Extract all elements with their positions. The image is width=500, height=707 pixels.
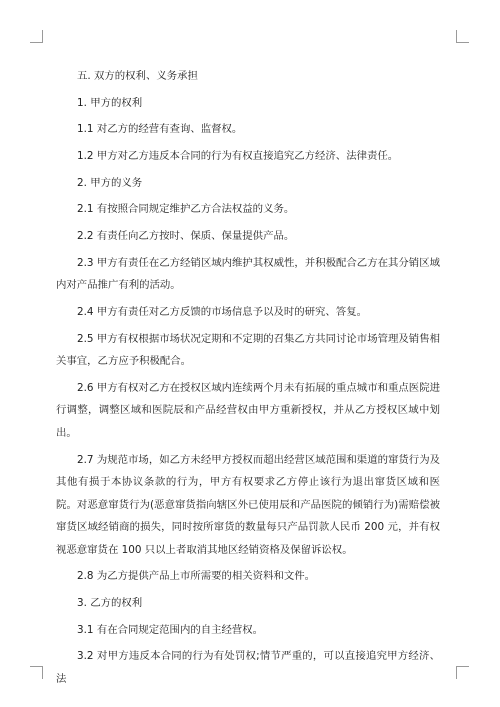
subsection-heading-party-b-rights: 3. 乙方的权利 (77, 596, 143, 609)
clause-2-5: 2.5 甲方有权根据市场状况定期和不定期的召集乙方共同讨论市场管理及销售相关事宜，乙方应予积极配合。 (56, 332, 440, 368)
clause-1-2: 1.2 甲方对乙方违反本合同的行为有权直接追究乙方经济、法律责任。 (77, 150, 399, 163)
crop-mark-bottom-left (30, 666, 43, 679)
clause-2-8: 2.8 为乙方提供产品上市所需要的相关资料和文件。 (77, 570, 316, 583)
crop-mark-top-right (456, 30, 469, 43)
crop-mark-bottom-right (456, 666, 469, 679)
clause-2-3: 2.3 甲方有责任在乙方经销区域内维护其权威性，并积极配合乙方在其分销区域内对产品推广有利的活动。 (56, 256, 440, 292)
clause-2-2: 2.2 有责任向乙方按时、保质、保量提供产品。 (77, 230, 295, 243)
clause-2-6: 2.6 甲方有权对乙方在授权区域内连续两个月未有拓展的重点城市和重点医院进行调整，调整区域和医院辰和产品经营权由甲方重新授权，并从乙方授权区域中划出。 (56, 381, 440, 439)
document-body (56, 65, 440, 695)
subsection-heading-party-a-rights: 1. 甲方的权利 (77, 96, 143, 109)
clause-1-1: 1.1 对乙方的经营有查询、监督权。 (77, 123, 243, 136)
clause-3-2: 3.2 对甲方违反本合同的行为有处罚权;情节严重的，可以直接追究甲方经济、法 (56, 650, 440, 685)
clause-2-7: 2.7 为规范市场，如乙方未经甲方授权而超出经营区域范围和渠道的窜货行为及其他有损于本协议条款的行为，甲方有权要求乙方停止该行为退出窜货区域和医院。对恶意窜货行为(恶意窜货指向辖区外已使用辰和产品医院的倾销行为)需赔偿被窜货区域经销商的损失，同时按所窜货的数量每只产品罚款人民币 200 元，并有权视恶意窜货在 100 只以上者取消其地区经销资格及保留诉讼权。 (56, 453, 440, 556)
clause-3-1: 3.1 有在合同规定范围内的自主经营权。 (77, 623, 264, 636)
clause-2-4: 2.4 甲方有责任对乙方反馈的市场信息予以及时的研究、答复。 (77, 306, 367, 318)
section-heading: 五. 双方的权利、义务承担 (77, 70, 198, 82)
subsection-heading-party-a-obligations: 2. 甲方的义务 (77, 176, 143, 189)
crop-mark-top-left (30, 30, 43, 43)
clause-2-1: 2.1 有按照合同规定维护乙方合法权益的义务。 (77, 203, 295, 216)
